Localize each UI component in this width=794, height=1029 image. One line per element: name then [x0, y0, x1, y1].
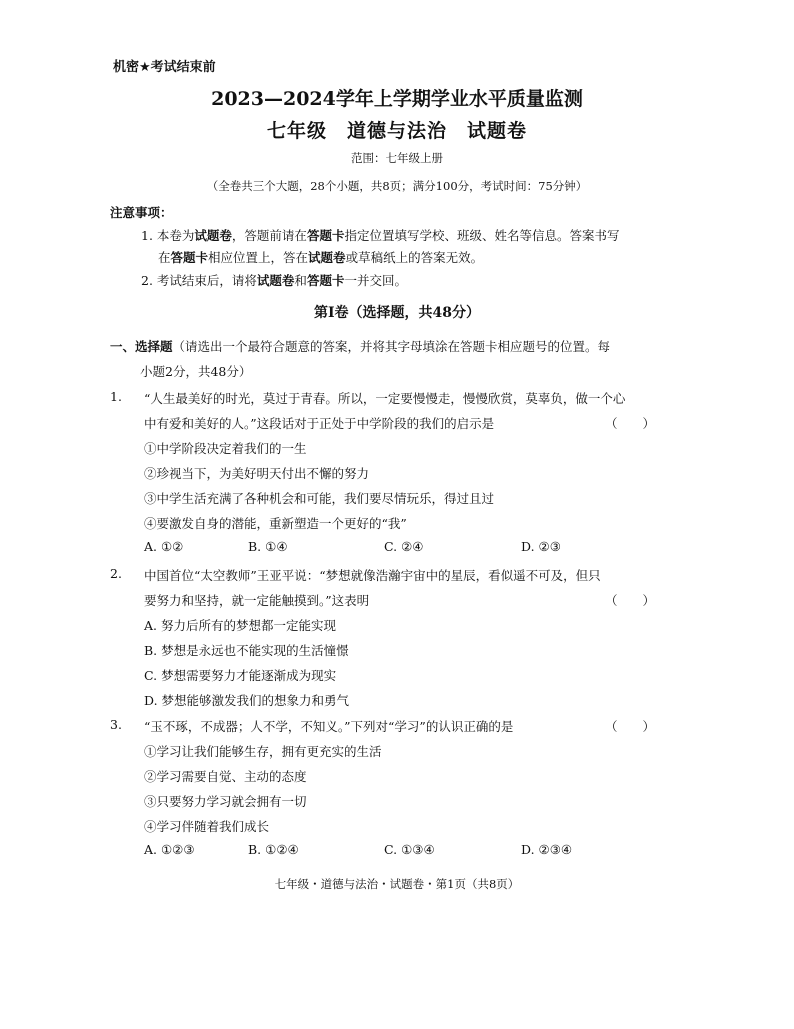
- option-a: A. ①②③: [144, 842, 195, 857]
- part-instructions: [110, 337, 610, 355]
- confidential-label: 机密★考试结束前: [113, 60, 216, 75]
- option-c: C. ①③④: [384, 842, 435, 857]
- exam-meta: （全卷共三个大题，28个小题，共8页；满分100分，考试时间：75分钟）: [206, 179, 588, 193]
- answer-paren: （ ）: [605, 593, 656, 608]
- question-number: 1.: [110, 389, 122, 404]
- notice-keyword: 答题卡: [306, 273, 345, 288]
- option-a: A. ①②: [144, 539, 184, 554]
- notice-text: 相应位置上，答在: [208, 250, 309, 265]
- question-stem: “玉不琢，不成器；人不学，不知义。”下列对“学习”的认识正确的是: [144, 719, 514, 734]
- notice-keyword: 试题卷: [308, 250, 346, 265]
- exam-subtitle: 七年级 道德与法治 试题卷: [266, 120, 527, 142]
- option-b: B. ①④: [248, 539, 288, 554]
- answer-paren: （ ）: [605, 719, 656, 734]
- option-d: D. 梦想能够激发我们的想象力和勇气: [144, 693, 350, 708]
- option-b: B. 梦想是永远也不能实现的生活憧憬: [144, 643, 349, 658]
- statement: ④要激发自身的潜能，重新塑造一个更好的“我”: [144, 516, 407, 531]
- notice-text: 指定位置填写学校、班级、姓名等信息。答案书写: [344, 228, 620, 243]
- option-d: D. ②③④: [521, 842, 573, 857]
- notice-text: 一并交回。: [344, 273, 407, 288]
- notice-keyword: 答题卡: [170, 250, 209, 265]
- option-c: C. ②④: [384, 539, 424, 554]
- notice-text: 或草稿纸上的答案无效。: [345, 250, 484, 265]
- notice-text: 在: [158, 250, 171, 265]
- question-stem: “人生最美好的时光，莫过于青春。所以，一定要慢慢走，慢慢欣赏，莫辜负，做一个心: [144, 391, 626, 406]
- option-c: C. 梦想需要努力才能逐渐成为现实: [144, 668, 337, 683]
- question-stem: 中有爱和美好的人。”这段话对于正处于中学阶段的我们的启示是: [144, 416, 495, 431]
- statement: ③只要努力学习就会拥有一切: [144, 794, 307, 809]
- answer-paren: （ ）: [605, 416, 656, 431]
- option-a: A. 努力后所有的梦想都一定能实现: [144, 618, 336, 633]
- option-b: B. ①②④: [248, 842, 299, 857]
- notice-item-1: [141, 226, 619, 244]
- statement: ③中学生活充满了各种机会和可能，我们要尽情玩乐，得过且过: [144, 491, 495, 506]
- part-desc-cont: 小题2分，共48分）: [140, 364, 252, 379]
- part-desc: （请选出一个最符合题意的答案，并将其字母填涂在答题卡相应题号的位置。每: [172, 339, 611, 354]
- exam-range: 范围：七年级上册: [351, 151, 443, 165]
- question-number: 3.: [110, 717, 122, 732]
- question-stem: 中国首位“太空教师”王亚平说：“梦想就像浩瀚宇宙中的星辰，看似遥不可及，但只: [144, 568, 601, 583]
- section-title: 第Ⅰ卷（选择题，共48分）: [313, 305, 481, 321]
- notice-item-2: [141, 271, 407, 289]
- notice-keyword: 试题卷: [256, 273, 295, 288]
- notice-text: 1. 本卷为: [141, 228, 195, 243]
- part-label: 一、选择题: [110, 339, 173, 354]
- statement: ①学习让我们能够生存，拥有更充实的生活: [144, 744, 382, 759]
- exam-title: 2023—2024学年上学期学业水平质量监测: [211, 88, 583, 110]
- notice-item-1-cont: [158, 248, 483, 266]
- statement: ④学习伴随着我们成长: [144, 819, 270, 834]
- option-d: D. ②③: [521, 539, 561, 554]
- page-footer: 七年级・道德与法治・试题卷・第1页（共8页）: [274, 877, 520, 891]
- notice-keyword: 试题卷: [194, 228, 232, 243]
- statement: ②珍视当下，为美好明天付出不懈的努力: [144, 466, 370, 481]
- notice-heading: 注意事项：: [110, 205, 173, 220]
- statement: ②学习需要自觉、主动的态度: [144, 769, 307, 784]
- question-number: 2.: [110, 566, 122, 581]
- question-stem: 要努力和坚持，就一定能触摸到。”这表明: [144, 593, 370, 608]
- notice-keyword: 答题卡: [306, 228, 345, 243]
- statement: ①中学阶段决定着我们的一生: [144, 441, 307, 456]
- notice-text: 2. 考试结束后，请将: [141, 273, 257, 288]
- notice-text: 和: [294, 273, 307, 288]
- notice-text: ，答题前请在: [231, 228, 307, 243]
